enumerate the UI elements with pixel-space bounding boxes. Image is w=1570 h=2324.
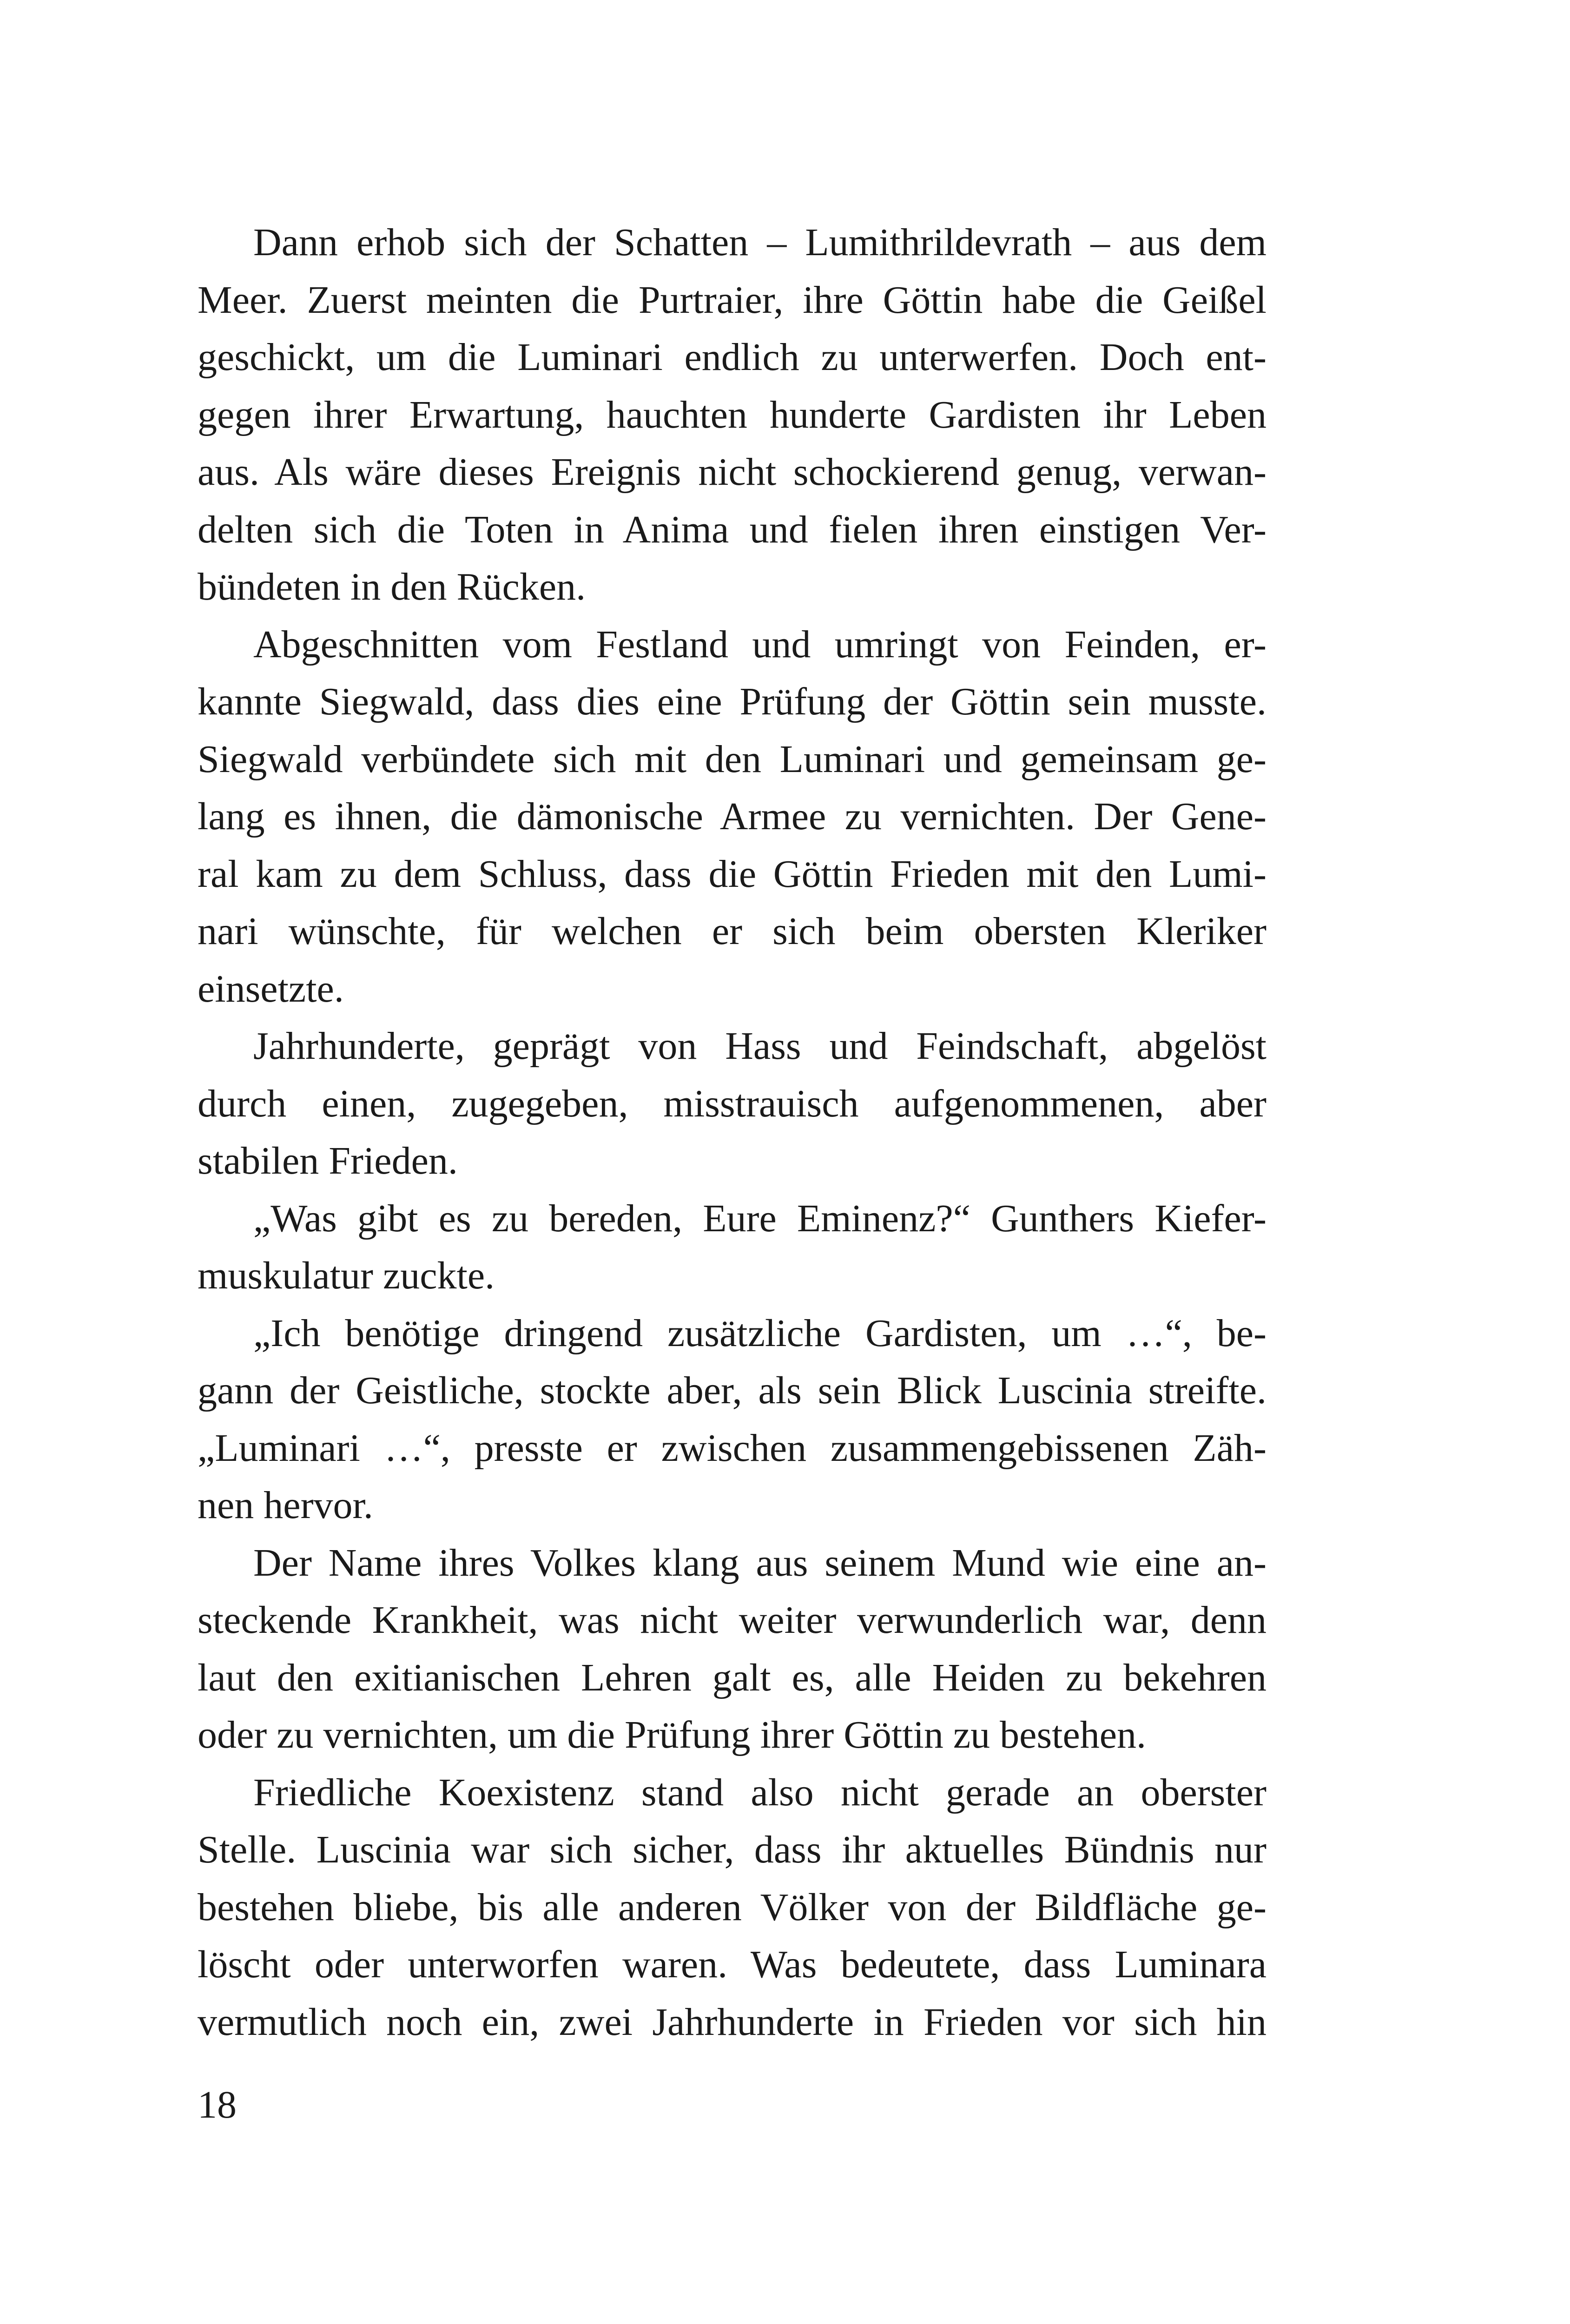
paragraph (198, 1190, 1267, 1305)
paragraph (198, 1764, 1267, 2051)
text-line: stabilen Frieden. (198, 1139, 458, 1182)
text-line: durch einen, zugegeben, misstrauisch aufgenommenen, aber (198, 1082, 1267, 1125)
text-line: bündeten in den Rücken. (198, 565, 586, 608)
text-line: Siegwald verbündete sich mit den Luminari und gemeinsam ge- (198, 737, 1267, 781)
text-line: Dann erhob sich der Schatten – Lumithrildevrath – aus dem (253, 221, 1267, 264)
text-line: einsetzte. (198, 967, 344, 1010)
text-line: „Was gibt es zu bereden, Eure Eminenz?“ Gunthers Kiefer- (253, 1196, 1267, 1240)
text-line: oder zu vernichten, um die Prüfung ihrer Göttin zu bestehen. (198, 1713, 1147, 1756)
text-line: lang es ihnen, die dämonische Armee zu vernichten. Der Gene- (198, 795, 1267, 838)
text-line: nen hervor. (198, 1484, 373, 1527)
paragraph (198, 1305, 1267, 1534)
text-line: steckende Krankheit, was nicht weiter verwunderlich war, denn (198, 1598, 1267, 1642)
text-line: aus. Als wäre dieses Ereignis nicht schockierend genug, verwan- (198, 450, 1267, 494)
paragraph (198, 1534, 1267, 1764)
text-line: delten sich die Toten in Anima und fielen ihren einstigen Ver- (198, 508, 1267, 551)
paragraph (198, 1017, 1267, 1190)
text-line: muskulatur zuckte. (198, 1254, 495, 1297)
text-line: vermutlich noch ein, zwei Jahrhunderte in Frieden vor sich hin (198, 2000, 1267, 2044)
text-line: laut den exitianischen Lehren galt es, alle Heiden zu bekehren (198, 1656, 1267, 1699)
paragraph (198, 214, 1267, 616)
body-text (198, 214, 1267, 2051)
text-line: Friedliche Koexistenz stand also nicht gerade an oberster (253, 1770, 1267, 1814)
text-line: ral kam zu dem Schluss, dass die Göttin Frieden mit den Lumi- (198, 852, 1267, 896)
text-line: geschickt, um die Luminari endlich zu unterwerfen. Doch ent- (198, 336, 1267, 379)
text-line: nari wünschte, für welchen er sich beim obersten Kleriker (198, 910, 1267, 953)
text-line: Abgeschnitten vom Festland und umringt von Feinden, er- (253, 622, 1267, 666)
text-line: „Luminari …“, presste er zwischen zusammengebissenen Zäh- (198, 1426, 1267, 1470)
paragraph (198, 616, 1267, 1018)
text-line: Jahrhunderte, geprägt von Hass und Feindschaft, abgelöst (253, 1024, 1267, 1068)
text-line: gann der Geistliche, stockte aber, als sein Blick Luscinia streifte. (198, 1369, 1267, 1412)
text-line: Der Name ihres Volkes klang aus seinem Mund wie eine an- (253, 1541, 1267, 1585)
text-line: „Ich benötige dringend zusätzliche Gardisten, um …“, be- (253, 1311, 1267, 1355)
text-line: Stelle. Luscinia war sich sicher, dass ihr aktuelles Bündnis nur (198, 1828, 1267, 1871)
page-number: 18 (198, 2083, 237, 2126)
text-line: Meer. Zuerst meinten die Purtraier, ihre Göttin habe die Geißel (198, 278, 1267, 322)
text-line: kannte Siegwald, dass dies eine Prüfung der Göttin sein musste. (198, 680, 1267, 723)
text-line: gegen ihrer Erwartung, hauchten hunderte Gardisten ihr Leben (198, 393, 1267, 436)
text-line: löscht oder unterworfen waren. Was bedeutete, dass Luminara (198, 1943, 1267, 1986)
text-line: bestehen bliebe, bis alle anderen Völker von der Bildfläche ge- (198, 1885, 1267, 1929)
